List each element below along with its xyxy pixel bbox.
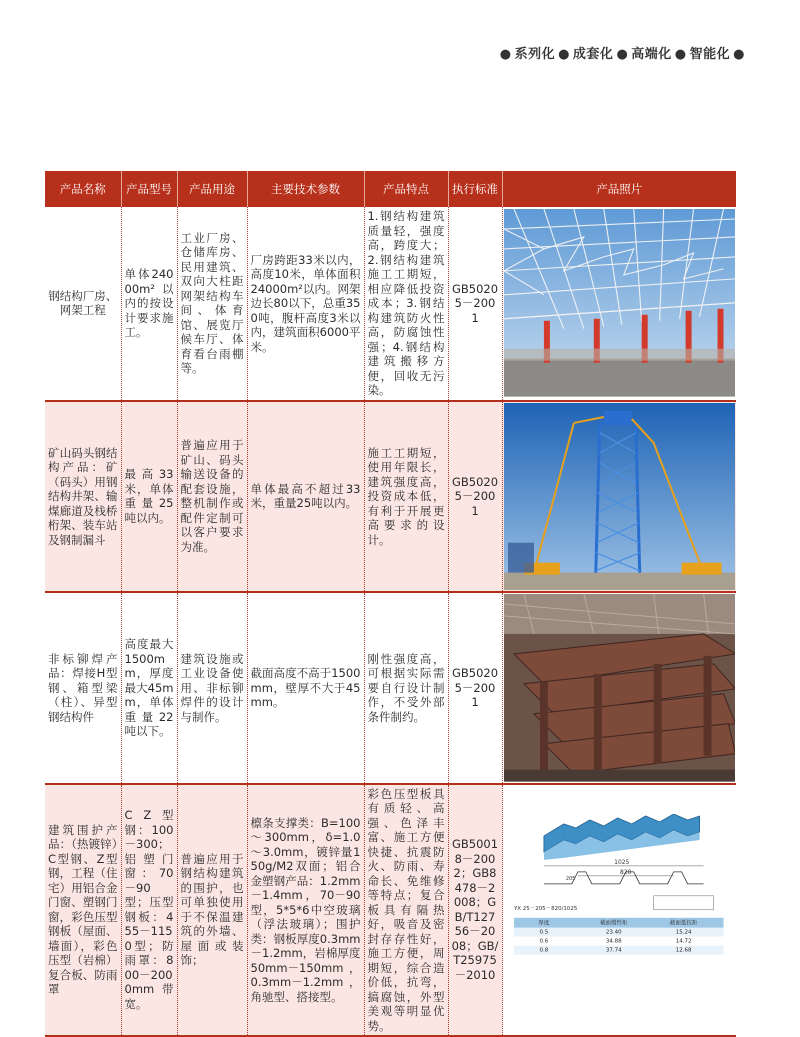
product-use: 普遍应用于钢结构建筑的围护，也可单独使用于不保温建筑的外墙、屋面或装饰；: [177, 784, 247, 1037]
tagline-item: 成套化: [572, 47, 614, 62]
product-features: 刚性强度高，可根据实际需要自行设计制作，不受外部条件制约。: [364, 592, 448, 784]
sheet-table-cell: 0.6: [539, 938, 548, 945]
product-table: [45, 171, 736, 1037]
column-header: 产品照片: [502, 171, 736, 207]
product-features: 1.钢结构建筑质量轻，强度高，跨度大；2.钢结构建筑施工工期短，相应降低投资成本；3.钢结构建筑防火性高，防腐蚀性强；4.钢结构建筑搬移方便，回收无污染。: [364, 207, 448, 401]
sheet-table-cell: 0.5: [539, 929, 548, 936]
product-params: 厂房跨距33米以内，高度10米，单体面积24000m²以内。网架边长80以下，总重350吨，腹杆高度3米以内，建筑面积6000平米。: [247, 207, 364, 401]
table-row: [45, 592, 736, 784]
tagline-item: 高端化: [631, 47, 672, 62]
table-header-row: [45, 171, 736, 207]
sheet-table-cell: 0.8: [539, 947, 548, 954]
welded-h-beam-photo: [504, 594, 736, 782]
table-row: [45, 401, 736, 593]
mining-headframe-photo: [504, 403, 736, 591]
sheet-table-cell: 12.68: [675, 947, 691, 954]
sheet-pitch: 205: [565, 875, 575, 882]
product-use: 普遍应用于矿山、码头输送设备的配套设施，整机制作或配件定制可以客户要求为准。: [177, 401, 247, 593]
product-features: 施工工期短，使用年限长，建筑强度高，投资成本低，有利于开展更高要求的设计。: [364, 401, 448, 593]
product-standard: GB50205－2001: [448, 401, 502, 593]
product-photo-cell: [502, 207, 736, 401]
sheet-total-width: 1025: [613, 858, 629, 866]
tagline-item: 智能化: [689, 47, 731, 62]
product-photo-cell: [502, 784, 736, 1037]
column-header: 产品用途: [177, 171, 247, 207]
sheet-table-header: 截面抵抗矩: [669, 920, 697, 927]
product-standard: GB50018－2002；GB8478－2008；GB/T12756－2008；GB/T25975－2010: [448, 784, 502, 1037]
product-params: 单体最高不超过33米，重量25吨以内。: [247, 401, 364, 593]
sheet-model-label: YX 25－205－820/1025: [513, 905, 577, 912]
product-use: 建筑设施或工业设备使用、非标铆焊件的设计与制作。: [177, 592, 247, 784]
steel-space-frame-photo: [504, 209, 736, 397]
sheet-table-cell: 23.40: [605, 929, 622, 936]
sheet-effective-width: 820: [619, 868, 631, 876]
product-name: 建筑围护产品：（热镀锌）C型钢、Z型钢，工程（住宅）用铝合金门窗、塑钢门窗，彩色压型钢板（屋面、墙面），彩色压型（岩棉）复合板、防雨罩: [45, 784, 121, 1037]
column-header: 执行标准: [448, 171, 502, 207]
sheet-table-header: 截面惯性矩: [599, 920, 627, 927]
sheet-table-cell: 15.24: [675, 929, 691, 936]
product-name: 矿山码头钢结构产品：矿（码头）用钢结构井架、输煤廊道及栈桥桁架、装车站及钢制漏斗: [45, 401, 121, 593]
color-steel-sheet-photo: [504, 814, 736, 1007]
product-photo-cell: [502, 401, 736, 593]
table-row: [45, 207, 736, 401]
tagline-item: 系列化: [514, 47, 556, 62]
product-photo-cell: [502, 592, 736, 784]
sheet-table-cell: 34.88: [605, 938, 622, 945]
page-tagline: ● 系列化 ● 成套化 ● 高端化 ● 智能化 ●: [499, 47, 745, 62]
sheet-table-cell: 14.72: [675, 938, 691, 945]
column-header: 产品特点: [364, 171, 448, 207]
table-row: [45, 784, 736, 1037]
column-header: 主要技术参数: [247, 171, 364, 207]
product-model: 最高33米，单体重量25吨以内。: [121, 401, 177, 593]
product-standard: GB50205－2001: [448, 592, 502, 784]
product-model: 高度最大1500mm，厚度最大45mm，单体重量22吨以下。: [121, 592, 177, 784]
sheet-table-header: 厚度: [537, 920, 549, 927]
sheet-table-cell: 37.74: [605, 947, 622, 954]
product-name: 非标铆焊产品：焊接H型钢、箱型梁（柱）、异型钢结构件: [45, 592, 121, 784]
product-params: 截面高度不高于1500mm，壁厚不大于45mm。: [247, 592, 364, 784]
product-features: 彩色压型板具有质轻、高强、色泽丰富、施工方便快捷、抗震防火、防雨、寿命长、免维修等特点；复合板具有隔热好，吸音及密封存存性好，施工方便，周期短，综合造价低，抗弯，搞腐蚀，外型美观等明显优势。: [364, 784, 448, 1037]
column-header: 产品名称: [45, 171, 121, 207]
column-header: 产品型号: [121, 171, 177, 207]
product-use: 工业厂房、仓储库房、民用建筑、双向大柱距网架结构车间、体育馆、展览厅候车厅、体育看台雨棚等。: [177, 207, 247, 401]
product-model: C Z 型钢：100－300；铝塑门窗：70－90型；压型钢板：455－1150型；防雨罩：800－2000mm带宽。: [121, 784, 177, 1037]
product-name: 钢结构厂房、网架工程: [45, 207, 121, 401]
product-params: 檩条支撑类：B=100～300mm，δ=1.0～3.0mm，镀锌量150g/M2双面；铝合金塑钢产品：1.2mm－1.4mm，70－90型，5*5*6中空玻璃（浮法玻璃）；围护类：钢板厚度0.3mm－1.2mm，岩棉厚度50mm－150mm，0.3mm－1.2mm，角驰型、搭接型。: [247, 784, 364, 1037]
product-model: 单体24000m²以内的按设计要求施工。: [121, 207, 177, 401]
product-standard: GB50205－2001: [448, 207, 502, 401]
